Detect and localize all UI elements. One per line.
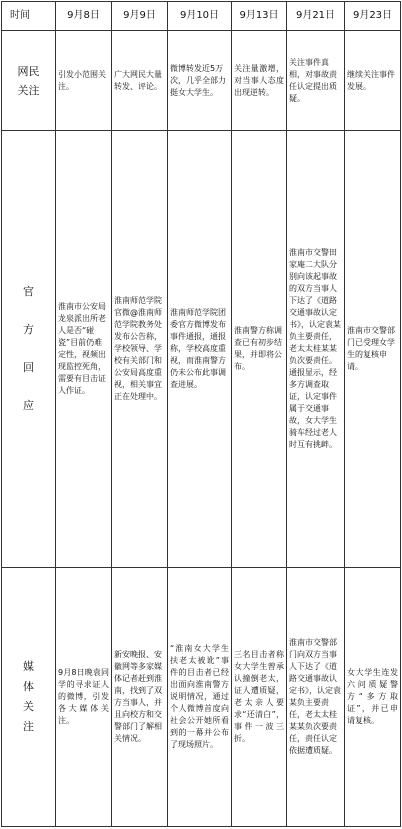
table-cell: “淮南女大学生扶老太被讹”事件的目击者已经出面向淮南警方说明情况，通过个人微博首度向社会公开她所看到的一幕并公布了现场照片。 <box>168 568 232 827</box>
row-label-official <box>2 131 56 568</box>
table-cell: 淮南市交警田家庵二大队分别向该起事故的双方当事人下达了《道路交通事故认定书》，认定袁某负主要责任，老太太桂某某负次要责任。通报显示，经多方调查取证，认定事件属于交通事故，女大学生骑车经过老人时互有挑衅。 <box>287 131 345 568</box>
header-time: 时间 <box>2 2 56 31</box>
header-row <box>2 2 401 31</box>
table-cell: 关注事件真相，对事故责任认定提出质疑。 <box>287 31 345 131</box>
table-cell: 淮南市公安局龙泉派出所老人是否“碰瓷”目前仍难定性，视频出现监控死角，需要有目击证人作证。 <box>56 131 112 568</box>
table-cell: 继续关注事件发展。 <box>345 31 401 131</box>
table-cell: 新安晚报、安徽网等多家媒体记者赶到淮南，找到了双方当事人，并且向校方和交警部门了解相关情况。 <box>112 568 168 827</box>
row-official-response <box>2 131 401 568</box>
table-cell: 关注量激增，对当事人态度出现逆转。 <box>232 31 287 131</box>
table-cell: 引发小范围关注。 <box>56 31 112 131</box>
header-date: 9月10日 <box>168 2 232 31</box>
row-label-text: 官方回应 <box>23 285 34 412</box>
table-cell: 淮南警方称调查已有初步结果，并即将公布。 <box>232 131 287 568</box>
row-label-text: 媒体关注 <box>23 660 34 733</box>
row-label-netizen <box>2 31 56 131</box>
row-label-text: 网民关注 <box>17 64 40 97</box>
row-label-media <box>2 568 56 827</box>
table-cell: 淮南市交警部门已受理女学生的复核申请。 <box>345 131 401 568</box>
header-date: 9月9日 <box>112 2 168 31</box>
table-cell: 微博转发近5万次，几乎全部力挺女大学生。 <box>168 31 232 131</box>
table-cell: 9月8日晚袁同学的寻求证人的微博，引发各大媒体关注。 <box>56 568 112 827</box>
event-timeline-table <box>1 1 401 827</box>
table-cell: 淮南师范学院官微@淮南师范学院教务处发布公告称，学校领导、学校有关部门和公安局高度重视，相关事宜正在处理中。 <box>112 131 168 568</box>
header-date: 9月13日 <box>232 2 287 31</box>
table-cell: 淮南师范学院团委官方微博发布事件通报，通报称，学校高度重视，而淮南警方仍未公布此事调查进展。 <box>168 131 232 568</box>
row-netizen-attention <box>2 31 401 131</box>
table-cell: 淮南市交警部门向双方当事人下达了《道路交通事故认定书》，认定袁某负主要责任，老太太桂某某负次要责任，责任认定依据遭质疑。 <box>287 568 345 827</box>
header-date: 9月23日 <box>345 2 401 31</box>
header-date: 9月8日 <box>56 2 112 31</box>
table-cell: 广大网民大量转发、评论。 <box>112 31 168 131</box>
table-cell: 三名目击者称女大学生曾承认撞倒老太，证人遭质疑，老太亲人要求“还清白”，事件一波三折。 <box>232 568 287 827</box>
header-date: 9月21日 <box>287 2 345 31</box>
row-media-attention <box>2 568 401 827</box>
table-cell: 女大学生连发六问质疑警方“多方取证”，并已申请复核。 <box>345 568 401 827</box>
